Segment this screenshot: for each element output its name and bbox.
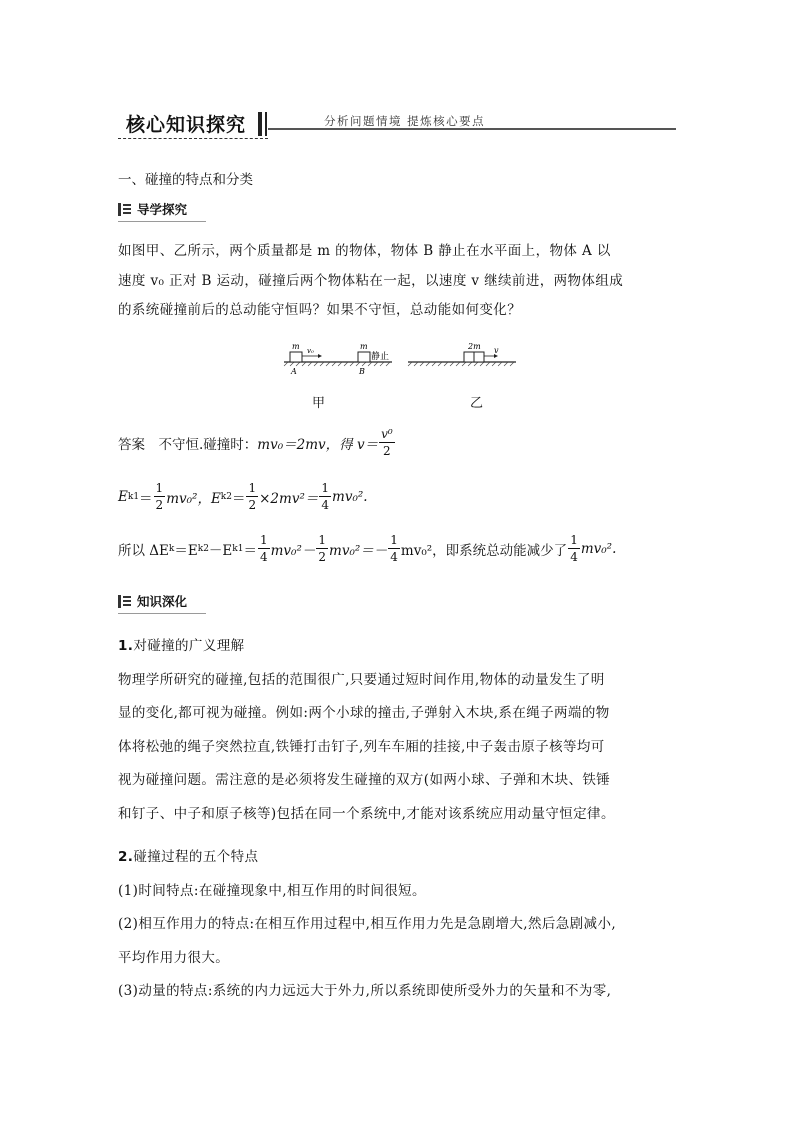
fig-velocity-v0: v₀ <box>307 347 314 355</box>
item-2-line: 平均作用力很大。 <box>118 949 230 966</box>
answer-line-1 <box>118 428 396 457</box>
guide-tag-rule <box>118 221 206 222</box>
fig-label-a: A <box>291 367 297 376</box>
banner-dashed-underline <box>118 138 268 139</box>
item-1-line: 显的变化,都可视为碰撞。例如:两个小球的撞击,子弹射入木块,系在绳子两端的物 <box>118 705 610 721</box>
fig-mass-2m: 2m <box>468 342 481 351</box>
section-banner-title: 核心知识探究 <box>126 114 247 136</box>
answer-line-2: E k1 ＝ $\frac{1}{2}$ mv₀²，E k2 ＝ $\frac{1}{2}$ ×2mv²＝ $\frac{1}{4}$ mv₀². <box>118 481 368 512</box>
deepen-item-2 <box>118 843 686 1007</box>
item-1-line: 和钉子、中子和原子核等)包括在同一个系统中,才能对该系统应用动量守恒定律。 <box>118 805 615 822</box>
banner-divider-bar <box>258 112 262 136</box>
item-1-heading: 1.对碰撞的广义理解 <box>118 638 245 654</box>
section-heading: 一、碰撞的特点和分类 <box>118 172 253 188</box>
deepen-tag <box>118 592 187 610</box>
guide-question <box>118 237 686 326</box>
fig-static-label: 静止 <box>371 352 390 362</box>
figure-caption-jia: 甲 <box>312 396 326 411</box>
tag-bars-icon <box>118 203 131 216</box>
item-1-line: 视为碰撞问题。需注意的是必须将发生碰撞的双方(如两小球、子弹和木块、铁锤 <box>118 772 611 788</box>
answer-line-3: 所以 ΔE k ＝E k2 －E k1 ＝ $\frac{1}{4}$ mv₀²－ $\frac{1}{2}$ mv₀²＝－ $\frac{1}{4}$ mv₀²，即系统总动能减少了 $\frac{1}{4}$ mv₀². <box>118 533 617 564</box>
item-2-heading: 2.碰撞过程的五个特点 <box>118 849 259 865</box>
collision-figure <box>280 340 520 380</box>
tag-bars-icon <box>118 595 131 608</box>
deepen-tag-rule <box>118 613 206 614</box>
fig-mass-a: m <box>292 342 300 351</box>
deepen-tag-label: 知识深化 <box>137 594 188 609</box>
figure-caption-yi: 乙 <box>470 396 484 411</box>
item-1-line: 体将松弛的绳子突然拉直,铁锤打击钉子,列车车厢的挂接,中子轰击原子核等均可 <box>118 738 605 755</box>
guide-tag-label: 导学探究 <box>137 202 188 217</box>
banner-subtitle: 分析问题情境 提炼核心要点 <box>324 114 486 128</box>
item-2-line: (2)相互作用力的特点:在相互作用过程中,相互作用力先是急剧增大,然后急剧减小, <box>118 916 617 932</box>
answer-fraction: $\frac{\text{v⁰}}{2}$ <box>381 427 393 458</box>
question-line: 如图甲、乙所示，两个质量都是 m 的物体，物体 B 静止在水平面上，物体 A 以 <box>118 243 611 259</box>
fig-label-b: B <box>359 367 365 376</box>
answer-prefix: 答案 不守恒.碰撞时： <box>118 436 258 453</box>
item-2-line: (3)动量的特点:系统的内力远远大于外力,所以系统即使所受外力的矢量和不为零, <box>118 983 612 999</box>
answer-eq1: mv₀＝2mv，得 v＝ <box>257 436 379 453</box>
question-line: 速度 v₀ 正对 B 运动，碰撞后两个物体粘在一起，以速度 v 继续前进，两物体组成 <box>118 272 624 289</box>
guide-tag <box>118 200 187 218</box>
question-line: 的系统碰撞前后的总动能守恒吗？如果不守恒，总动能如何变化？ <box>118 302 522 318</box>
fig-velocity-v: v <box>494 346 499 355</box>
item-2-line: (1)时间特点:在碰撞现象中,相互作用的时间很短。 <box>118 882 426 899</box>
fig-mass-b: m <box>360 342 368 351</box>
deepen-item-1 <box>118 632 686 829</box>
item-1-line: 物理学所研究的碰撞,包括的范围很广,只要通过短时间作用,物体的动量发生了明 <box>118 671 605 688</box>
banner-divider-bar-thin <box>265 112 267 136</box>
